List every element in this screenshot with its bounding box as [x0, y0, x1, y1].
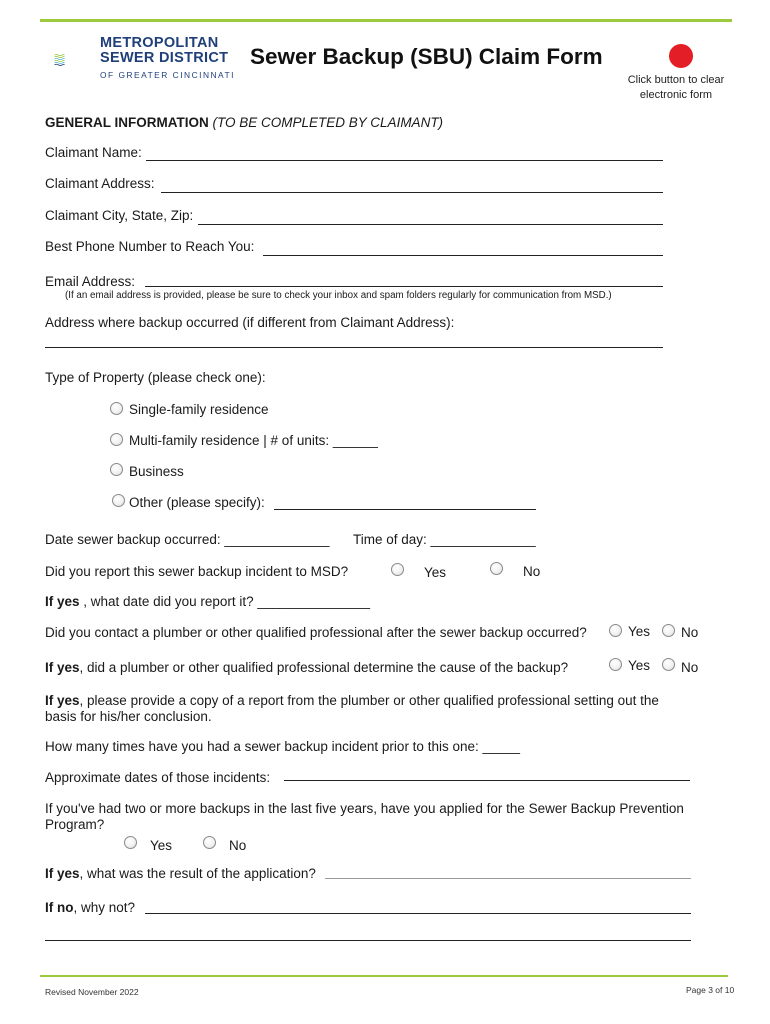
- email-field[interactable]: [145, 286, 663, 287]
- why-not-question: , why not?: [73, 900, 136, 915]
- section-note: (TO BE COMPLETED BY CLAIMANT): [212, 115, 444, 130]
- plumber-yes-radio[interactable]: [609, 624, 622, 637]
- program-no-label: No: [229, 838, 247, 853]
- claimant-city-label: Claimant City, State, Zip:: [45, 208, 194, 223]
- section-title: GENERAL INFORMATION: [45, 115, 209, 130]
- phone-field[interactable]: [263, 255, 663, 256]
- plumber-no-radio[interactable]: [662, 624, 675, 637]
- why-not-field[interactable]: [145, 913, 691, 914]
- email-label: Email Address:: [45, 274, 136, 289]
- claimant-address-field[interactable]: [161, 192, 663, 193]
- page-number: Page 3 of 10: [686, 985, 735, 995]
- msd-logo-mark: [54, 34, 98, 86]
- cause-question: , did a plumber or other qualified professional determine the cause of the backup?: [79, 660, 569, 675]
- property-single-label: Single-family residence: [129, 402, 269, 417]
- cause-row: [45, 660, 568, 675]
- form-title: Sewer Backup (SBU) Claim Form: [250, 44, 603, 69]
- clear-form-note: Click button to clear electronic form: [627, 74, 725, 101]
- property-other-label: Other (please specify):: [129, 495, 265, 510]
- backup-time-field[interactable]: ______________: [430, 532, 536, 547]
- logo-line-3: OF GREATER CINCINNATI: [100, 70, 235, 80]
- property-business-radio[interactable]: [110, 463, 123, 476]
- backup-date-row: [45, 532, 329, 547]
- cause-no-label: No: [681, 660, 699, 675]
- clear-form-button[interactable]: [669, 44, 693, 68]
- cause-no-radio[interactable]: [662, 658, 675, 671]
- result-field[interactable]: [325, 878, 691, 879]
- report-date-row: [45, 594, 370, 609]
- program-question-line1: If you've had two or more backups in the last five years, have you applied for the Sewer Backup Prevention: [45, 801, 684, 816]
- logo-line-1: METROPOLITAN: [100, 35, 219, 51]
- plumber-question: Did you contact a plumber or other qualified professional after the sewer backup occurred?: [45, 625, 587, 640]
- property-other-radio[interactable]: [112, 494, 125, 507]
- claimant-city-field[interactable]: [198, 224, 663, 225]
- prior-incidents-question: How many times have you had a sewer backup incident prior to this one: _____: [45, 739, 521, 754]
- backup-time-label: Time of day:: [353, 532, 431, 547]
- if-no-label: If no: [45, 900, 74, 915]
- reported-no-radio[interactable]: [490, 562, 503, 575]
- phone-label: Best Phone Number to Reach You:: [45, 239, 255, 254]
- revised-date: Revised November 2022: [45, 987, 139, 997]
- plumber-yes-label: Yes: [628, 624, 651, 639]
- result-question: , what was the result of the application?: [79, 866, 316, 881]
- email-note: (If an email address is provided, please be sure to check your inbox and spam folders regularly for communication from MSD.): [65, 290, 612, 301]
- claimant-name-field[interactable]: [146, 160, 663, 161]
- prior-dates-field[interactable]: [284, 780, 690, 781]
- reported-yes-radio[interactable]: [391, 563, 404, 576]
- backup-time-row: [353, 532, 536, 547]
- property-type-label: Type of Property (please check one):: [45, 370, 266, 385]
- report-note-text: , please provide a copy of a report from the plumber or other qualified professional setting out the: [79, 693, 659, 708]
- plumber-no-label: No: [681, 625, 699, 640]
- program-yes-label: Yes: [150, 838, 173, 853]
- property-single-radio[interactable]: [110, 402, 123, 415]
- if-yes-label: If yes: [45, 660, 80, 675]
- report-date-question: , what date did you report it?: [79, 594, 254, 609]
- if-yes-label: If yes: [45, 594, 80, 609]
- logo-wordmark: [100, 36, 228, 66]
- program-no-radio[interactable]: [203, 836, 216, 849]
- prior-dates-label: Approximate dates of those incidents:: [45, 770, 271, 785]
- reported-no-label: No: [523, 564, 541, 579]
- program-question-line2: Program?: [45, 817, 105, 832]
- cause-yes-radio[interactable]: [609, 658, 622, 671]
- reported-yes-label: Yes: [424, 565, 447, 580]
- property-other-field[interactable]: [274, 509, 536, 510]
- backup-date-field[interactable]: ______________: [224, 532, 330, 547]
- logo-line-2: SEWER DISTRICT: [100, 50, 229, 66]
- backup-date-label: Date sewer backup occurred:: [45, 532, 225, 547]
- reported-question: Did you report this sewer backup incident to MSD?: [45, 564, 349, 579]
- if-yes-label: If yes: [45, 693, 80, 708]
- property-business-label: Business: [129, 464, 184, 479]
- cause-yes-label: Yes: [628, 658, 651, 673]
- backup-address-label: Address where backup occurred (if different from Claimant Address):: [45, 315, 455, 330]
- if-yes-label: If yes: [45, 866, 80, 881]
- property-multi-radio[interactable]: [110, 433, 123, 446]
- why-not-row: [45, 900, 135, 915]
- report-note-line2: basis for his/her conclusion.: [45, 709, 212, 724]
- program-yes-radio[interactable]: [124, 836, 137, 849]
- top-accent-bar: [40, 19, 732, 22]
- report-date-field[interactable]: _______________: [257, 594, 371, 609]
- claimant-name-label: Claimant Name:: [45, 145, 142, 160]
- report-note-line1: [45, 693, 659, 708]
- section-heading: [45, 115, 443, 130]
- why-not-field-line2[interactable]: [45, 940, 691, 941]
- backup-address-field[interactable]: [45, 347, 663, 348]
- footer-accent-bar: [40, 975, 728, 977]
- property-multi-label: Multi-family residence | # of units: ______: [129, 433, 378, 448]
- result-row: [45, 866, 316, 881]
- claimant-address-label: Claimant Address:: [45, 176, 155, 191]
